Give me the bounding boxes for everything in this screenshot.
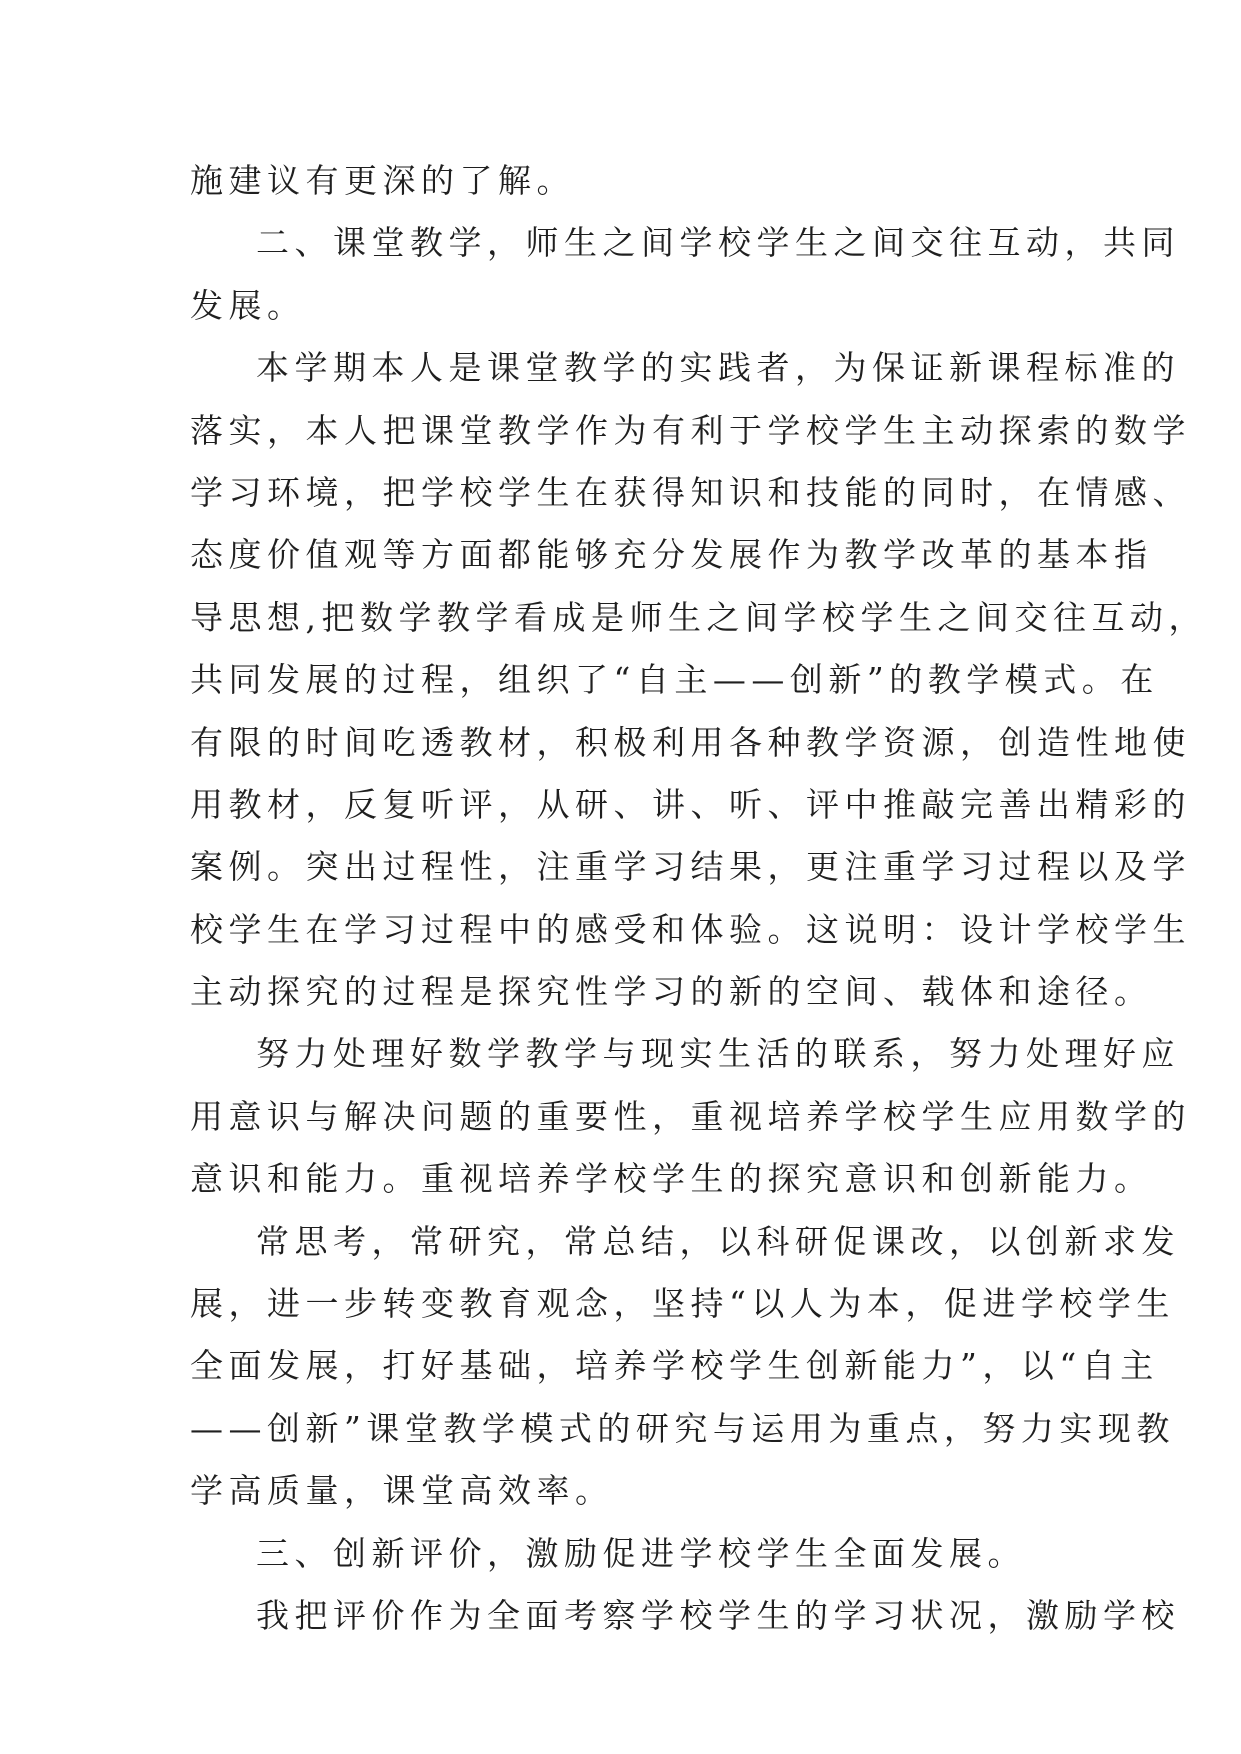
text-line: 主动探究的过程是探究性学习的新的空间、载体和途径。 [190, 972, 1153, 1012]
text-line: 施建议有更深的了解。 [190, 161, 575, 200]
text-line: 校学生在学习过程中的感受和体验。这说明：设计学校学生 [190, 909, 1191, 949]
text-line: 有限的时间吃透教材，积极利用各种教学资源，创造性地使 [190, 722, 1191, 762]
text-line: 常思考，常研究，常总结，以科研促课改，以创新求发 [256, 1221, 1180, 1261]
text-line: 意识和能力。重视培养学校学生的探究意识和创新能力。 [190, 1159, 1153, 1199]
section-heading: 二、课堂教学，师生之间学校学生之间交往互动，共同 [256, 223, 1180, 263]
text-line: 落实，本人把课堂教学作为有利于学校学生主动探索的数学 [190, 410, 1191, 450]
text-line: 我把评价作为全面考察学校学生的学习状况，激励学校 [256, 1595, 1180, 1635]
text-line: 共同发展的过程，组织了“自主——创新”的教学模式。在 [190, 660, 1159, 700]
text-line: 用意识与解决问题的重要性，重视培养学校学生应用数学的 [190, 1096, 1191, 1136]
document-body [190, 150, 1207, 1647]
text-line: ——创新”课堂教学模式的研究与运用为重点，努力实现教 [190, 1408, 1175, 1448]
text-line: 展，进一步转变教育观念，坚持“以人为本，促进学校学生 [190, 1284, 1175, 1324]
section-heading: 三、创新评价，激励促进学校学生全面发展。 [256, 1533, 1026, 1573]
text-line: 努力处理好数学教学与现实生活的联系，努力处理好应 [256, 1034, 1180, 1074]
text-line: 学高质量，课堂高效率。 [190, 1471, 614, 1511]
text-line: 发展。 [190, 285, 306, 325]
text-line: 本学期本人是课堂教学的实践者，为保证新课程标准的 [256, 348, 1180, 388]
text-line: 态度价值观等方面都能够充分发展作为教学改革的基本指 [190, 535, 1153, 575]
text-line: 案例。突出过程性，注重学习结果，更注重学习过程以及学 [190, 847, 1191, 887]
text-line: 用教材，反复听评，从研、讲、听、评中推敲完善出精彩的 [190, 784, 1191, 824]
text-line: 学习环境，把学校学生在获得知识和技能的同时，在情感、 [190, 472, 1191, 512]
text-line: 全面发展，打好基础，培养学校学生创新能力”，以“自主 [190, 1346, 1159, 1386]
text-line: 导思想,把数学教学看成是师生之间学校学生之间交往互动， [190, 597, 1207, 637]
